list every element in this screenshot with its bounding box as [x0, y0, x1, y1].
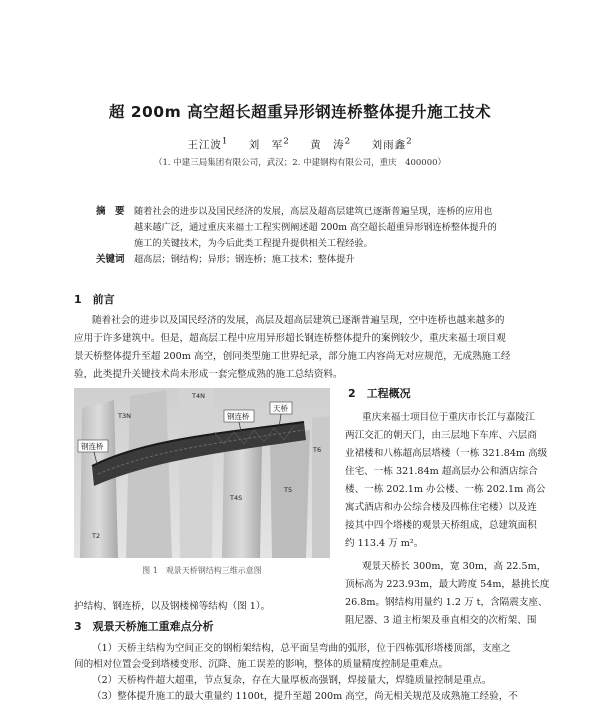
- tower-label-t2: T2: [92, 532, 101, 540]
- section-heading: 3 观景天桥施工重难点分析: [74, 620, 214, 633]
- section-heading: 2 工程概况: [348, 387, 411, 400]
- tower-label-t5: T5: [284, 486, 293, 494]
- tower-t6: [312, 416, 330, 558]
- tower-label-t4s: T4S: [230, 494, 243, 502]
- tower-label-t4n: T4N: [192, 392, 205, 400]
- body-line: 楼、一栋 202.1m 办公楼、一栋 202.1m 高公: [345, 484, 546, 495]
- body-line: 随着社会的进步以及国民经济的发展，高层及超高层建筑已逐渐普遍呈现，空中连桥也越来越多的: [92, 315, 505, 326]
- body-line: 顶标高为 223.93m，最大跨度 54m，悬挑长度: [345, 579, 550, 590]
- affiliation: （1. 中建三局集团有限公司，武汉；2. 中建钢构有限公司，重庆 400000）: [153, 158, 447, 168]
- body-line: 景天桥整体提升至超 200m 高空，创同类型施工世界纪录，部分施工内容尚无对应规范，无成熟施工经: [74, 351, 511, 362]
- callout-gangliangqiao-left: 钢连桥: [81, 442, 104, 451]
- paper-title: 超 200m 高空超长超重异形钢连桥整体提升施工技术: [108, 103, 492, 121]
- body-line: 业裙楼和八栋超高层塔楼（一栋 321.84m 高级: [345, 448, 548, 459]
- body-line: 重庆来福士项目位于重庆市长江与嘉陵江: [362, 412, 535, 423]
- tower-t5: [270, 430, 310, 558]
- author: 刘 军$^2$: [248, 136, 290, 151]
- abstract-line: 越来越广泛，通过重庆来福士工程实例阐述超 200m 高空超长超重异形钢连桥整体提升的: [134, 222, 497, 233]
- keywords: [96, 252, 536, 268]
- tower-t4n: [178, 388, 214, 558]
- body-line: 寓式酒店和办公综合楼及四栋住宅楼）以及连: [345, 502, 537, 513]
- callout-gangliangqiao: 钢连桥: [227, 412, 250, 421]
- body-line: 两江交汇的朝天门，由三层地下车库、六层商: [345, 430, 537, 441]
- abstract: [96, 204, 536, 252]
- abstract-line: 施工的关键技术，为今后此类工程提升提供相关工程经验。: [134, 238, 373, 249]
- author: 黄 涛$^2$: [310, 136, 352, 151]
- body-line: 间的相对位置会受到塔楼变形、沉降、施工误差的影响，整体的质量精度控制是重难点。: [74, 659, 449, 670]
- abstract-text: [134, 204, 536, 252]
- keywords-text: 超高层；钢结构；异形；钢连桥；施工技术；整体提升: [134, 254, 355, 265]
- body-line: 阻尼器、3 道主桁架及垂直相交的次桁架、围: [345, 615, 537, 626]
- body-line: 住宅、一栋 321.84m 超高层办公和酒店综合: [345, 466, 538, 477]
- tower-t3n: [126, 390, 172, 558]
- body-line: 26.8m。钢结构用量约 1.2 万 t，含隔震支座、: [345, 597, 548, 608]
- body-line: （3）整体提升施工的最大重量约 1100t，提升至超 200m 高空，尚无相关规范及成熟施工经验，不: [92, 691, 518, 702]
- figure-caption: 图 1 观景天桥钢结构三维示意图: [142, 566, 262, 575]
- body-line: （1）天桥主结构为空间正交的钢桁架结构，总平面呈弯曲的弧形，位于四栋弧形塔楼顶部，支座之: [92, 643, 511, 654]
- bridge-illustration: [74, 388, 330, 558]
- body-line: 护结构、钢连桥，以及钢楼梯等结构（图 1）。: [74, 601, 271, 612]
- abstract-label: 摘 要: [96, 206, 125, 217]
- callout-tianqiao: 天桥: [273, 404, 288, 413]
- body-line: 接其中四个塔楼的观景天桥组成，总建筑面积: [345, 520, 537, 531]
- body-line: （2）天桥构件超大超重，节点复杂，存在大量厚板高强钢，焊接量大，焊缝质量控制是重点。: [92, 675, 492, 686]
- tower-label-t3n: T3N: [118, 412, 131, 420]
- body-line: 约 113.4 万 m²。: [345, 538, 424, 549]
- body-line: 观景天桥长 300m，宽 30m，高 22.5m，: [362, 561, 547, 572]
- figure-bridge-3d: [74, 388, 330, 558]
- body-line: 应用于许多建筑中。但是，超高层工程中应用异形超长钢连桥整体提升的案例较少，重庆来福士项目观: [74, 333, 506, 344]
- section-heading: 1 前言: [74, 293, 115, 306]
- author-list: [0, 136, 600, 152]
- keywords-label: 关键词: [96, 254, 125, 265]
- abstract-line: 随着社会的进步以及国民经济的发展，高层及超高层建筑已逐渐普遍呈现，连桥的应用也: [134, 206, 493, 217]
- body-line: 验，此类提升关键技术尚未形成一套完整成熟的施工总结资料。: [74, 369, 343, 380]
- author: 王江波$^1$: [187, 136, 229, 151]
- tower-label-t6: T6: [313, 446, 322, 454]
- author: 刘雨鑫$^2$: [371, 136, 413, 151]
